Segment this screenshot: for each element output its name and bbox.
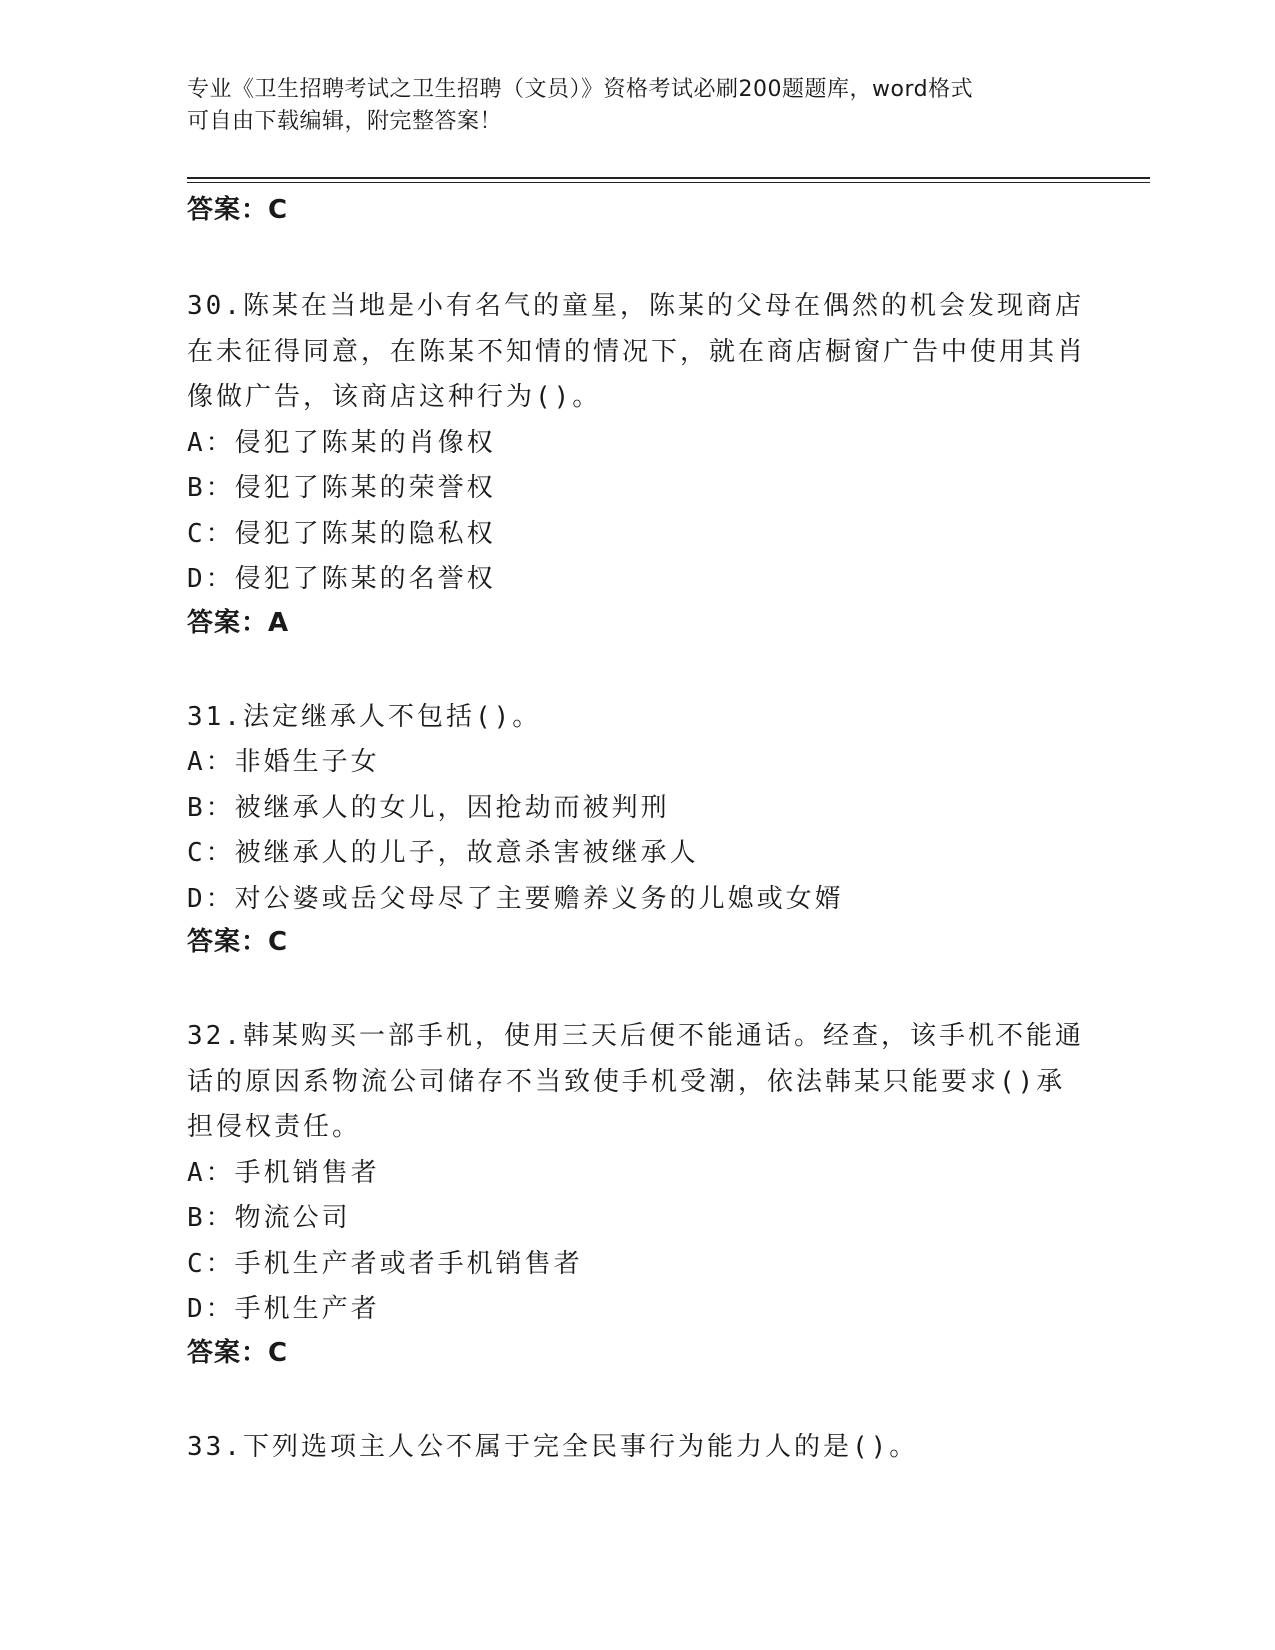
header-rule-thick <box>187 177 1150 179</box>
question-text: 32.韩某购买一部手机，使用三天后便不能通话。经查，该手机不能通话的原因系物流公司储存不当致使手机受潮，依法韩某只能要求()承担侵权责任。 <box>187 1021 1084 1142</box>
question-block <box>187 1014 1087 1373</box>
question-text: 33.下列选项主人公不属于完全民事行为能力人的是()。 <box>187 1431 919 1462</box>
question-text: 31.法定继承人不包括()。 <box>187 701 542 732</box>
option-a: A：非婚生子女 <box>187 747 380 777</box>
option-b: B：侵犯了陈某的荣誉权 <box>187 473 496 503</box>
option-d: D：对公婆或岳父母尽了主要赡养义务的儿媳或女婿 <box>187 883 844 914</box>
option-d: D：侵犯了陈某的名誉权 <box>187 564 496 594</box>
answer-label: 答案：A <box>187 607 290 638</box>
option-c: C：被继承人的儿子，故意杀害被继承人 <box>187 838 699 868</box>
header-line-2: 可自由下载编辑，附完整答案！ <box>187 109 503 134</box>
answer-label: 答案：C <box>187 927 289 957</box>
document-header <box>187 74 1067 138</box>
option-c: C：侵犯了陈某的隐私权 <box>187 518 496 549</box>
option-b: B：被继承人的女儿，因抢劫而被判刑 <box>187 792 670 823</box>
question-block <box>187 1425 1087 1471</box>
option-c: C：手机生产者或者手机销售者 <box>187 1248 583 1279</box>
question-list <box>187 190 1087 1470</box>
answer-label: 答案：C <box>187 1337 289 1368</box>
option-d: D：手机生产者 <box>187 1294 380 1324</box>
option-a: A：侵犯了陈某的肖像权 <box>187 427 496 458</box>
option-a: A：手机销售者 <box>187 1157 380 1188</box>
question-block <box>187 695 1087 963</box>
header-rule-thin <box>187 182 1150 183</box>
option-b: B：物流公司 <box>187 1203 351 1233</box>
header-line-1: 专业《卫生招聘考试之卫生招聘（文员）》资格考试必刷200题题库，word格式 <box>187 77 974 102</box>
answer-label: 答案：C <box>187 195 289 225</box>
question-text: 30.陈某在当地是小有名气的童星，陈某的父母在偶然的机会发现商店在未征得同意，在陈某不知情的情况下，就在商店橱窗广告中使用其肖像做广告，该商店这种行为()。 <box>187 291 1087 412</box>
question-block <box>187 284 1087 643</box>
